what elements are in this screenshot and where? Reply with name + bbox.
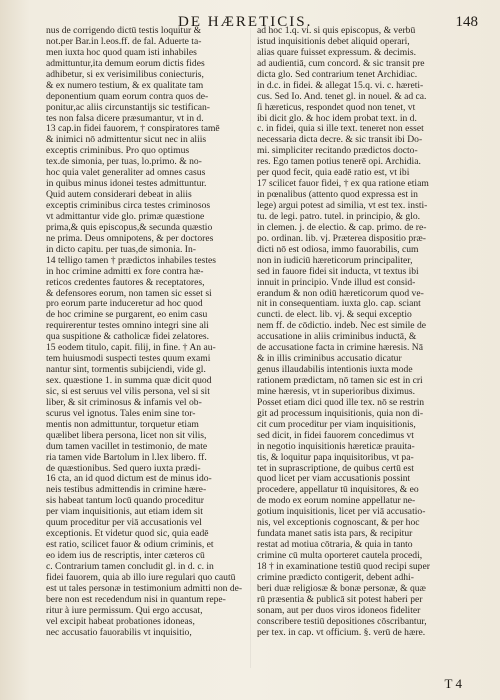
text-line: dicta glo. Sed contrarium tenet Archidiac.: [257, 69, 418, 80]
text-line: conscribere testiū depositiones cōscribantur,: [257, 616, 427, 627]
text-line: c. Contrarium tamen concludit gl. in d. c. in: [46, 561, 214, 572]
text-line: tem huiusmodi suspecti testes quum exami: [46, 354, 211, 365]
text-line: nantur sint, tormentis subijciendi, vide gl.: [46, 365, 206, 376]
text-line: non in iudiciū hæreticorum principaliter,: [257, 255, 413, 266]
text-line: c. in fidei, quia si ille text. teneret non esset: [257, 124, 424, 135]
text-line: ponitur,ac aliis circunstantijs sic testifican-: [46, 102, 210, 113]
text-line: in clemen. j. de electio. & cap. primo. de re-: [257, 222, 427, 233]
text-line: ſi hæreticus, respondet quod non tenet, vt: [257, 102, 416, 113]
text-line: nus de corrigendo dictū testis loquitur &: [46, 26, 202, 36]
text-line: vt admittantur vide glo. primæ quæstione: [46, 211, 205, 222]
text-line: 17 scilicet fauor fidei, † ex qua ratione etiam: [257, 179, 429, 190]
text-line: 13 cap.in fidei fauorem, † conspiratores tamē: [46, 124, 220, 135]
text-line: sed in fauore fidei sit inducta, vt textus ibi: [257, 266, 419, 277]
text-line: not.per Bar.in l.eos.ff. de fal. Aduerte ta-: [46, 36, 202, 47]
text-line: mine hæresis, vt in superioribus diximus.: [257, 386, 416, 397]
text-line: alias quare fuisset expressum. & decimis.: [257, 47, 417, 58]
text-line: prima,& quis episcopus,& secunda quæstio: [46, 222, 213, 233]
text-line: in quibus minus idonei testes admittuntur.: [46, 179, 207, 190]
text-line: & inimici nō admittentur sicut nec in aliis: [46, 135, 207, 146]
text-line: scurus vel ignotus. Tales enim sine tor-: [46, 408, 196, 419]
text-line: sex. quæstione 1. in summa quæ dicit quod: [46, 376, 212, 386]
text-line: po. ordinan. lib. vj. Præterea dispositio præ-: [257, 233, 426, 244]
text-line: crimine cū multa oporteret cautela procedi,: [257, 551, 423, 561]
text-line: git ad processum inquisitionis, quia non di-: [257, 408, 424, 419]
text-line: & in illis criminibus accusatio dicatur: [257, 354, 402, 365]
text-line: eo idem ius de rescriptis, inter cæteros cū: [46, 551, 205, 561]
text-line: Quid autem considerari debeat in aliis: [46, 190, 192, 201]
text-line: de hoc crimine se purgarent, eo enim casu: [46, 310, 208, 321]
text-line: 18 † in examinatione testiū quod recipi super: [257, 561, 430, 572]
text-line: lege) argui potest ad similia, vt est tex. insti-: [257, 201, 428, 211]
text-line: in d.c. in fidei. & allegat 15.q. vi. c. hæreti-: [257, 80, 424, 91]
text-line: in hoc crimine admitti ex fore contra hæ-: [46, 266, 204, 277]
text-line: crimine prædicto contigerit, debent adhi-: [257, 572, 414, 583]
text-line: beri duæ religiosæ & bonæ personæ, & quæ: [257, 583, 426, 594]
text-line: exceptis criminibus circa testes criminosos: [46, 201, 211, 211]
text-line: accusatione in aliis criminibus inductā, &: [257, 332, 417, 343]
text-line: tet in suprascriptione, de quibus certū est: [257, 463, 414, 474]
text-line: bere non est recedendum nisi in quantum repe-: [46, 594, 226, 605]
text-line: admittuntur,ita demum eorum dictis fides: [46, 58, 205, 69]
text-line: de modo ex eorum nomine appellatur ne-: [257, 496, 416, 507]
text-line: cus. Sed Io. And. tenet gl. in nouel. & ad ca.: [257, 91, 427, 102]
text-line: nem ff. de cōdictio. indeb. Nec est simile de: [257, 321, 426, 332]
text-line: Posset etiam dici quod ille tex. nō se restrin: [257, 397, 425, 408]
text-line: tes non falsa dicere præsumantur, vt in d.: [46, 113, 204, 124]
text-line: est ratio, scilicet fauor & odium criminis, et: [46, 540, 214, 551]
text-line: mentis non admittuntur, torquetur etiam: [46, 419, 199, 430]
text-line: neis testibus admittendis in crimine hære-: [46, 485, 207, 496]
text-line: sed dicit, in fidei fauorem concedimus vt: [257, 430, 414, 441]
text-line: procedere, appellatur tū inquisitores, & eo: [257, 485, 419, 496]
text-line: tex.de simonia, per tuas, lo.primo. & no-: [46, 157, 202, 168]
text-line: fundata manet satis ista pars, & recipitur: [257, 529, 413, 540]
text-line: quum proceditur per viā accusationis vel: [46, 518, 202, 529]
text-line: 15 eodem titulo, capit. filij, in fine. † An au-: [46, 343, 216, 354]
text-line: reticos credentes fautores & receptatores,: [46, 277, 205, 288]
text-line: ritur à iure permissum. Qui ergo accusat,: [46, 605, 203, 616]
text-line: de quæstionibus. Sed quero iuxta prædi-: [46, 463, 201, 474]
text-line: deponentium quam eorum contra quos de-: [46, 91, 209, 102]
text-line: hoc quia valet generaliter ad omnes casus: [46, 168, 206, 179]
text-line: istud inquisitionis debet aliquid operari,: [257, 36, 410, 47]
text-line: requirerentur testes omnino integri sine ali: [46, 321, 209, 332]
text-line: 14 telligo tamen † prædictos inhabiles testes: [46, 255, 216, 266]
signature-mark: T 4: [444, 676, 462, 691]
text-line: cuncti. de elect. lib. vj. & sequi exceptio: [257, 310, 412, 321]
text-line: genus illaudabilis intentionis iuxta mode: [257, 365, 413, 376]
text-line: nis, vel exceptionis cognoscant, & per hoc: [257, 518, 420, 529]
column-gutter: [250, 28, 251, 668]
text-line: per quod fecit, quia eadē ratio est, vt ibi: [257, 168, 410, 179]
text-line: ad hoc 1.q. vi. si quis episcopus, & verbū: [257, 26, 416, 36]
text-line: ria tamen vide Bartolum in l.lex libero. ff.: [46, 452, 207, 463]
text-line: de accusatione facta in crimine hæresis. Nā: [257, 343, 423, 354]
text-line: dicti nō est odiosa, immo fauorabilis, cum: [257, 244, 419, 255]
text-line: in dicto capitu. per tuas,de simonia. In-: [46, 244, 196, 255]
right-column: [257, 26, 472, 639]
text-line: tu. de legi. patro. tutel. in principio, & glo.: [257, 211, 421, 222]
text-line: & ex numero testium, & ex qualitate tam: [46, 80, 204, 91]
text-line: necessaria dicta decre. & sic transit ibi Do-: [257, 135, 423, 146]
text-line: mi. simpliciter recitando prædictos docto-: [257, 146, 418, 157]
text-line: ne prima. Deus omnipotens, & per doctores: [46, 233, 214, 244]
text-line: nec accusatio fauorabilis vt inquisitio,: [46, 627, 192, 638]
text-line: in negotio inquisitionis hæreticæ prauita-: [257, 441, 415, 452]
text-line: gotium inquisitionis, licet per viā accusatio-: [257, 507, 426, 518]
text-line: exceptis criminibus. Pro quo optimus: [46, 146, 190, 157]
left-column: [46, 26, 261, 639]
page-number: 148: [455, 14, 478, 30]
text-line: in pœnalibus (attento quod expressa est in: [257, 190, 418, 201]
text-line: erandum & non odiū hæreticorum quod ve-: [257, 288, 424, 299]
text-line: vel excipit habeat probationes idoneas,: [46, 616, 195, 627]
text-line: dum tamen vacillet in testimonio, de mate: [46, 441, 208, 452]
text-line: cit cum proceditur per viam inquisitionis,: [257, 419, 416, 430]
text-line: & defensores eorum, non tamen sic esset si: [46, 288, 212, 299]
text-line: tis, & loquitur papa inquisitoribus, vt pa-: [257, 452, 414, 463]
text-line: nit in consequentiam. iuxta glo. cap. sciant: [257, 299, 421, 310]
text-line: ibi dicit glo. & hoc idem probat text. in d.: [257, 113, 417, 124]
text-line: pro eorum parte induceretur ad hoc quod: [46, 299, 203, 310]
text-line: per tex. in cap. vt officium. §. verū de hære.: [257, 627, 426, 638]
running-head: DE HÆRETICIS.: [178, 14, 313, 30]
text-line: rationem prædictam, nō tamen sic est in cri: [257, 376, 423, 386]
text-line: innuit in principio. Vnde illud est consid-: [257, 277, 416, 288]
text-line: liber, & sit criminosus & infamis vel ob-: [46, 397, 202, 408]
text-line: restat ad motiua cōtraria, & quia in tanto: [257, 540, 413, 551]
text-line: est ut tales personæ in testimonium admitti non de-: [46, 583, 243, 594]
text-line: qua suspitione & catholicæ fidei zelatores.: [46, 332, 210, 343]
text-line: men iuxta hoc quod quam isti inhabiles: [46, 47, 197, 58]
text-line: sis habeat tantum locū quando proceditur: [46, 496, 204, 507]
text-line: adhibetur, si ex verisimilibus coniecturis,: [46, 69, 204, 80]
text-line: sic, si est seruus vel vilis persona, vel si sit: [46, 386, 210, 397]
text-line: sonam, aut per duos viros idoneos fideliter: [257, 605, 421, 616]
text-line: 16 cta, an id quod dictum est de minus ido-: [46, 474, 212, 485]
text-line: ad audientiā, cum concord. & sic transit pre: [257, 58, 425, 69]
text-line: quod licet per viam accusationis possint: [257, 474, 411, 485]
text-line: res. Ego tamen potius tenerē opi. Archidia.: [257, 157, 421, 168]
text-line: per viam inquisitionis, aut etiam idem sit: [46, 507, 203, 518]
text-line: fidei fauorem, quia ab illo iure regulari quo cautū: [46, 572, 236, 583]
text-line: rū præsentia & publicā sit potest haberi per: [257, 594, 423, 605]
text-line: quælibet libera persona, licet non sit vilis,: [46, 430, 207, 441]
text-line: exceptionis. Et videtur quod sic, quia eadē: [46, 529, 209, 540]
